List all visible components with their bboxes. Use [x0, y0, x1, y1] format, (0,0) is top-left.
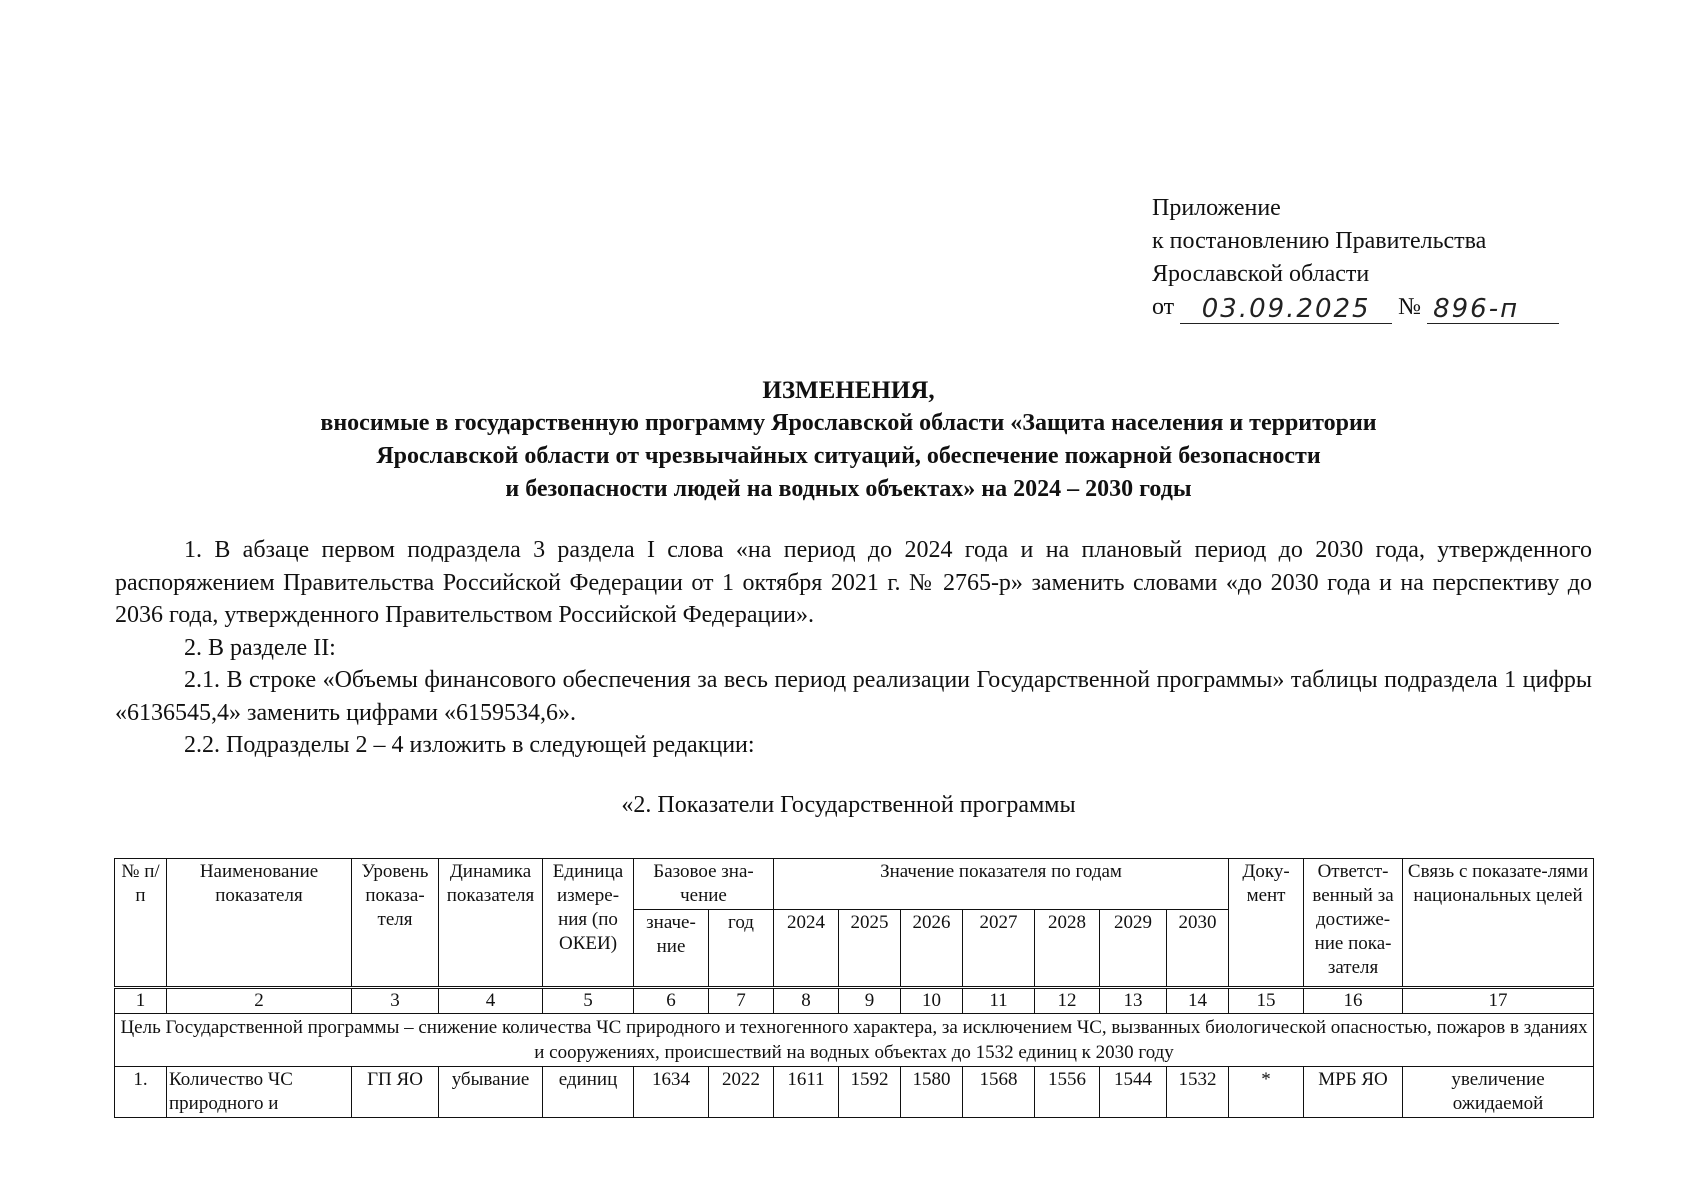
table-row — [115, 1067, 1594, 1118]
row-value-2026: 1580 — [901, 1067, 963, 1118]
row-unit: единиц — [543, 1067, 634, 1118]
header-values-by-year: Значение показателя по годам — [774, 859, 1229, 910]
appendix-date-number-row — [1152, 291, 1565, 324]
appendix-block — [1152, 192, 1565, 324]
header-base-value: значе-ние — [634, 910, 709, 988]
row-name: Количество ЧС природного и — [167, 1067, 352, 1118]
header-link: Связь с показате-лями национальных целей — [1403, 859, 1594, 988]
header-name: Наименование показателя — [167, 859, 352, 988]
row-value-2027: 1568 — [963, 1067, 1035, 1118]
column-number: 12 — [1035, 988, 1100, 1014]
header-year-2029: 2029 — [1100, 910, 1167, 988]
row-document: * — [1229, 1067, 1304, 1118]
header-base: Базовое зна-чение — [634, 859, 774, 910]
column-number: 9 — [839, 988, 901, 1014]
column-number: 13 — [1100, 988, 1167, 1014]
document-title — [0, 374, 1697, 506]
column-number: 2 — [167, 988, 352, 1014]
header-base-year: год — [709, 910, 774, 988]
section-caption: «2. Показатели Государственной программы — [621, 792, 1076, 818]
row-dynamics: убывание — [439, 1067, 543, 1118]
header-year-2027: 2027 — [963, 910, 1035, 988]
column-number: 3 — [352, 988, 439, 1014]
column-number: 15 — [1229, 988, 1304, 1014]
document-body — [115, 534, 1592, 762]
header-num: № п/п — [115, 859, 167, 988]
goal-text: Цель Государственной программы – снижение количества ЧС природного и техногенного характера, за исключением ЧС, вызванных биологической опасностью, пожаров в зданиях и сооружениях, происшествий на водных объектах до 1532 единиц к 2030 году — [115, 1014, 1594, 1067]
column-number: 7 — [709, 988, 774, 1014]
title-line-2: вносимые в государственную программу Ярославской области «Защита населения и территории — [320, 410, 1377, 436]
header-year-2026: 2026 — [901, 910, 963, 988]
header-unit: Единица измере-ния (по ОКЕИ) — [543, 859, 634, 988]
column-number: 6 — [634, 988, 709, 1014]
title-line-4: и безопасности людей на водных объектах» на 2024 – 2030 годы — [505, 476, 1192, 502]
number-label: № — [1398, 294, 1422, 320]
from-label: от — [1152, 294, 1175, 320]
header-document: Доку-мент — [1229, 859, 1304, 988]
handwritten-date: 03.09.2025 — [1180, 295, 1392, 324]
row-responsible: МРБ ЯО — [1304, 1067, 1403, 1118]
header-year-2030: 2030 — [1167, 910, 1229, 988]
row-value-2024: 1611 — [774, 1067, 839, 1118]
appendix-line-2: к постановлению Правительства — [1152, 228, 1487, 254]
column-number: 10 — [901, 988, 963, 1014]
column-number: 5 — [543, 988, 634, 1014]
column-numbers-row — [115, 988, 1594, 1014]
goal-row — [115, 1014, 1594, 1067]
title-main: ИЗМЕНЕНИЯ, — [762, 377, 935, 404]
row-num: 1. — [115, 1067, 167, 1118]
paragraph-1: 1. В абзаце первом подраздела 3 раздела I слова «на период до 2024 года и на плановый период до 2030 года, утвержденного распоряжением Правительства Российской Федерации от 1 октября 2021 г. № 2765-р» заменить словами «до 2030 года и на перспективу до 2036 года, утвержденного Правительством Российской Федерации». — [115, 537, 1592, 628]
row-link: увеличение ожидаемой — [1403, 1067, 1594, 1118]
paragraph-3: 2.1. В строке «Объемы финансового обеспечения за весь период реализации Государственной программы» таблицы подраздела 1 цифры «6136545,4» заменить цифрами «6159534,6». — [115, 667, 1592, 726]
header-level: Уровень показа-теля — [352, 859, 439, 988]
header-dynamics: Динамика показателя — [439, 859, 543, 988]
header-year-2028: 2028 — [1035, 910, 1100, 988]
paragraph-2: 2. В разделе II: — [184, 634, 336, 661]
header-responsible: Ответст-венный за достиже-ние пока-зателя — [1304, 859, 1403, 988]
row-base-value: 1634 — [634, 1067, 709, 1118]
header-year-2024: 2024 — [774, 910, 839, 988]
row-value-2030: 1532 — [1167, 1067, 1229, 1118]
paragraph-4: 2.2. Подразделы 2 – 4 изложить в следующей редакции: — [184, 732, 755, 758]
column-number: 8 — [774, 988, 839, 1014]
column-number: 4 — [439, 988, 543, 1014]
title-line-3: Ярославской области от чрезвычайных ситуаций, обеспечение пожарной безопасности — [376, 443, 1321, 469]
column-number: 11 — [963, 988, 1035, 1014]
column-number: 14 — [1167, 988, 1229, 1014]
row-base-year: 2022 — [709, 1067, 774, 1118]
row-value-2025: 1592 — [839, 1067, 901, 1118]
appendix-line-1: Приложение — [1152, 195, 1281, 221]
header-year-2025: 2025 — [839, 910, 901, 988]
column-number: 17 — [1403, 988, 1594, 1014]
column-number: 1 — [115, 988, 167, 1014]
indicators-table — [114, 858, 1594, 1118]
row-level: ГП ЯО — [352, 1067, 439, 1118]
row-value-2029: 1544 — [1100, 1067, 1167, 1118]
row-value-2028: 1556 — [1035, 1067, 1100, 1118]
appendix-line-3: Ярославской области — [1152, 261, 1370, 287]
column-number: 16 — [1304, 988, 1403, 1014]
handwritten-number: 896-п — [1427, 295, 1559, 324]
